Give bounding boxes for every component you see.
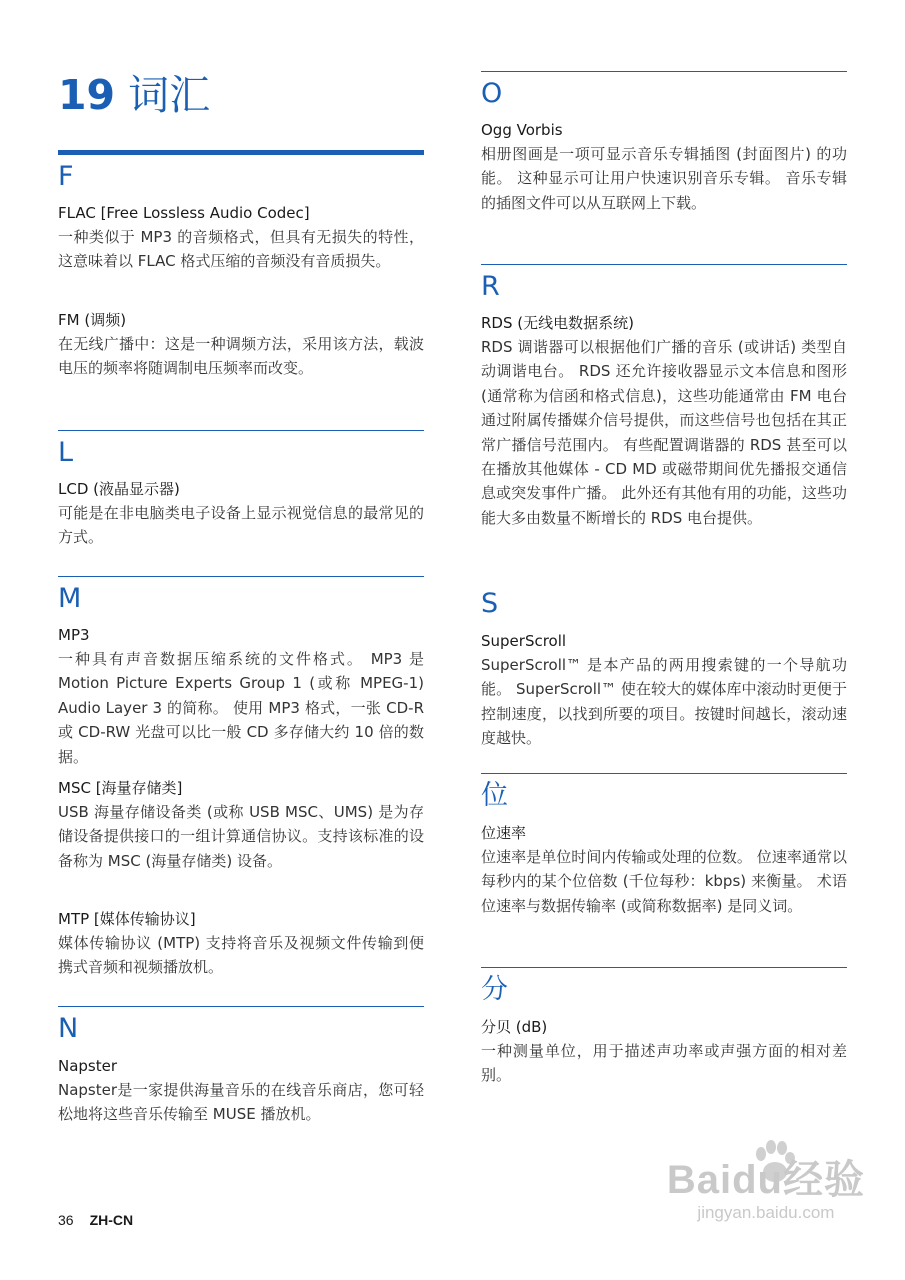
entry-term: MTP [媒体传输协议]	[58, 910, 196, 928]
entry-term: RDS (无线电数据系统)	[481, 314, 634, 332]
entry-definition: 在无线广播中：这是一种调频方法，采用该方法，载波电压的频率将随调制电压频率而改变。	[58, 335, 424, 378]
entry-term: FM (调频)	[58, 311, 127, 329]
section-header-m	[58, 576, 424, 614]
glossary-entry-superscroll	[481, 630, 847, 751]
section-letter: S	[481, 588, 499, 619]
section-letter: R	[481, 271, 500, 302]
entry-definition: 一种具有声音数据压缩系统的文件格式。 MP3 是 Motion Picture Experts Group 1 (或称 MPEG-1) Audio Layer 3 的简称。 使用 MP3 格式，一张 CD-R 或 CD-RW 光盘可以比一般 CD 多存储大约 10 倍的数据。	[58, 650, 424, 766]
entry-definition: RDS 调谐器可以根据他们广播的音乐 (或讲话) 类型自动调谐电台。 RDS 还允许接收器显示文本信息和图形 (通常称为信函和格式信息)，这些功能通常由 FM 电台通过附属传播媒介信号提供，而这些信号也包括在其正常广播信号范围内。 有些配置调谐器的 RDS 甚至可以在播放其他媒体 - CD MD 或磁带期间优先播报交通信息或突发事件广播。 此外还有其他有用的功能，这些功能大多由数量不断增长的 RDS 电台提供。	[481, 338, 847, 527]
entry-term: Napster	[58, 1057, 118, 1075]
entry-definition: 可能是在非电脑类电子设备上显示视觉信息的最常见的方式。	[58, 504, 424, 547]
section-letter: 位	[481, 780, 508, 811]
entry-term: Ogg Vorbis	[481, 121, 563, 139]
glossary-entry-napster	[58, 1055, 424, 1127]
entry-definition: SuperScroll™ 是本产品的两用搜索键的一个导航功能。 SuperScroll™ 使在较大的媒体库中滚动时更便于控制速度，以找到所要的项目。按键时间越长，滚动速度越快。	[481, 656, 847, 748]
glossary-entry-lcd	[58, 478, 424, 550]
entry-definition: 媒体传输协议 (MTP) 支持将音乐及视频文件传输到便携式音频和视频播放机。	[58, 934, 424, 977]
glossary-entry-ogg-vorbis	[481, 119, 847, 215]
section-letter: F	[58, 161, 74, 192]
section-header-fen	[481, 967, 847, 1005]
page-title	[58, 62, 210, 121]
section-letter: 分	[481, 974, 508, 1005]
section-header-o	[481, 71, 847, 109]
language-code: ZH-CN	[89, 1212, 134, 1228]
glossary-entry-mp3	[58, 624, 424, 769]
glossary-entry-bitrate	[481, 822, 847, 918]
section-header-f	[58, 150, 424, 192]
section-header-r	[481, 264, 847, 302]
entry-term: SuperScroll	[481, 632, 567, 650]
glossary-entry-rds	[481, 312, 847, 530]
entry-definition: 位速率是单位时间内传输或处理的位数。 位速率通常以每秒内的某个位倍数 (千位每秒：kbps) 来衡量。 术语位速率与数据传输率 (或简称数据率) 是同义词。	[481, 848, 847, 915]
entry-definition: 一种测量单位，用于描述声功率或声强方面的相对差别。	[481, 1042, 847, 1085]
glossary-entry-fm	[58, 309, 424, 381]
glossary-entry-decibel	[481, 1016, 847, 1088]
chapter-title: 词汇	[128, 71, 211, 119]
entry-term: FLAC [Free Lossless Audio Codec]	[58, 204, 310, 222]
watermark-url: jingyan.baidu.com	[697, 1203, 835, 1222]
entry-term: MP3	[58, 626, 90, 644]
section-letter: O	[481, 78, 503, 109]
watermark-logo: Baidu经验	[666, 1158, 865, 1202]
section-header-wei	[481, 773, 847, 811]
page-footer	[58, 1212, 133, 1228]
page-number: 36	[58, 1212, 74, 1228]
watermark	[667, 1148, 865, 1223]
chapter-number: 19	[58, 71, 116, 119]
entry-definition: Napster是一家提供海量音乐的在线音乐商店，您可轻松地将这些音乐传输至 MUSE 播放机。	[58, 1081, 424, 1124]
entry-term: LCD (液晶显示器)	[58, 480, 180, 498]
entry-definition: USB 海量存储设备类 (或称 USB MSC、UMS) 是为存储设备提供接口的一组计算通信协议。支持该标准的设备称为 MSC (海量存储类) 设备。	[58, 803, 424, 870]
entry-definition: 一种类似于 MP3 的音频格式，但具有无损失的特性，这意味着以 FLAC 格式压缩的音频没有音质损失。	[58, 228, 424, 271]
glossary-entry-flac	[58, 202, 424, 274]
glossary-entry-msc	[58, 777, 424, 873]
entry-term: 分贝 (dB)	[481, 1018, 548, 1036]
entry-term: 位速率	[481, 824, 527, 842]
section-letter: L	[58, 437, 74, 468]
section-header-n	[58, 1006, 424, 1044]
entry-term: MSC [海量存储类]	[58, 779, 183, 797]
section-letter: M	[58, 583, 82, 614]
section-letter: N	[58, 1013, 79, 1044]
glossary-entry-mtp	[58, 908, 424, 980]
entry-definition: 相册图画是一项可显示音乐专辑插图 (封面图片) 的功能。 这种显示可让用户快速识别音乐专辑。 音乐专辑的插图文件可以从互联网上下载。	[481, 145, 847, 212]
section-header-l	[58, 430, 424, 468]
